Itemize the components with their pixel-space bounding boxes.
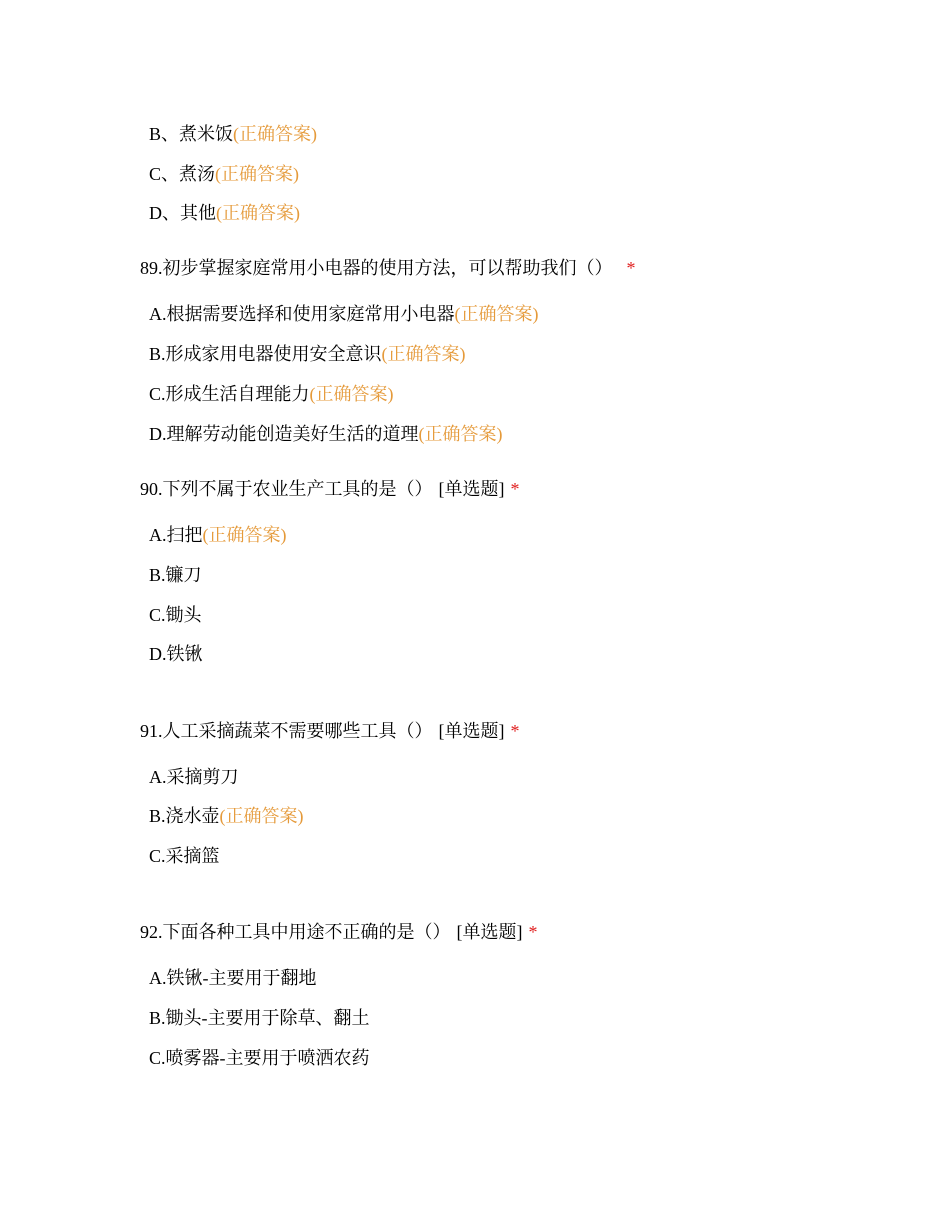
correct-answer-label: (正确答案) — [233, 124, 318, 144]
q92-option-c — [149, 1046, 370, 1070]
correct-answer-label: (正确答案) — [381, 344, 466, 364]
question-91-title — [140, 719, 520, 743]
option-text: B.镰刀 — [149, 565, 202, 585]
correct-answer-label: (正确答案) — [309, 384, 394, 404]
question-text: 92.下面各种工具中用途不正确的是（） — [140, 922, 451, 942]
q89-option-a — [149, 302, 539, 326]
q90-option-a — [149, 523, 287, 547]
q91-option-c — [149, 844, 220, 868]
option-text: C.锄头 — [149, 605, 202, 625]
option-text: D.理解劳动能创造美好生活的道理 — [149, 424, 419, 444]
required-mark: * — [510, 721, 520, 741]
required-mark: * — [626, 258, 636, 278]
question-text: 90.下列不属于农业生产工具的是（） — [140, 479, 433, 499]
q90-option-b — [149, 563, 202, 587]
option-text: D.铁锹 — [149, 644, 203, 664]
option-text: C.采摘篮 — [149, 846, 220, 866]
question-text: 91.人工采摘蔬菜不需要哪些工具（） — [140, 721, 433, 741]
option-d-lead — [149, 201, 300, 225]
option-text: D、其他 — [149, 203, 216, 223]
option-text: C.喷雾器-主要用于喷洒农药 — [149, 1048, 370, 1068]
option-b-lead — [149, 122, 317, 146]
q91-option-a — [149, 765, 239, 789]
q89-option-c — [149, 382, 394, 406]
required-mark: * — [510, 479, 520, 499]
q89-option-b — [149, 342, 466, 366]
q92-option-a — [149, 966, 317, 990]
option-text: A.根据需要选择和使用家庭常用小电器 — [149, 304, 455, 324]
q90-option-c — [149, 603, 202, 627]
correct-answer-label: (正确答案) — [454, 304, 539, 324]
question-text: 89.初步掌握家庭常用小电器的使用方法，可以帮助我们（） — [140, 258, 613, 278]
q90-option-d — [149, 642, 203, 666]
question-92-title — [140, 920, 538, 944]
question-type-tag: [单选题] — [456, 922, 523, 942]
q91-option-b — [149, 804, 304, 828]
correct-answer-label: (正确答案) — [216, 203, 300, 223]
question-89-title — [140, 256, 636, 280]
option-text: C.形成生活自理能力 — [149, 384, 310, 404]
option-text: A.扫把 — [149, 525, 203, 545]
option-text: C、煮汤 — [149, 164, 216, 184]
correct-answer-label: (正确答案) — [215, 164, 300, 184]
option-text: B.形成家用电器使用安全意识 — [149, 344, 382, 364]
correct-answer-label: (正确答案) — [219, 806, 304, 826]
q89-option-d — [149, 422, 503, 446]
option-text: B.锄头-主要用于除草、翻土 — [149, 1008, 370, 1028]
option-text: A.采摘剪刀 — [149, 767, 239, 787]
option-c-lead — [149, 162, 299, 186]
required-mark: * — [528, 922, 538, 942]
option-text: B.浇水壶 — [149, 806, 220, 826]
correct-answer-label: (正确答案) — [202, 525, 287, 545]
q92-option-b — [149, 1006, 370, 1030]
option-text: A.铁锹-主要用于翻地 — [149, 968, 317, 988]
question-90-title — [140, 477, 520, 501]
question-type-tag: [单选题] — [438, 721, 505, 741]
option-text: B、煮米饭 — [149, 124, 234, 144]
question-type-tag: [单选题] — [438, 479, 505, 499]
correct-answer-label: (正确答案) — [418, 424, 503, 444]
